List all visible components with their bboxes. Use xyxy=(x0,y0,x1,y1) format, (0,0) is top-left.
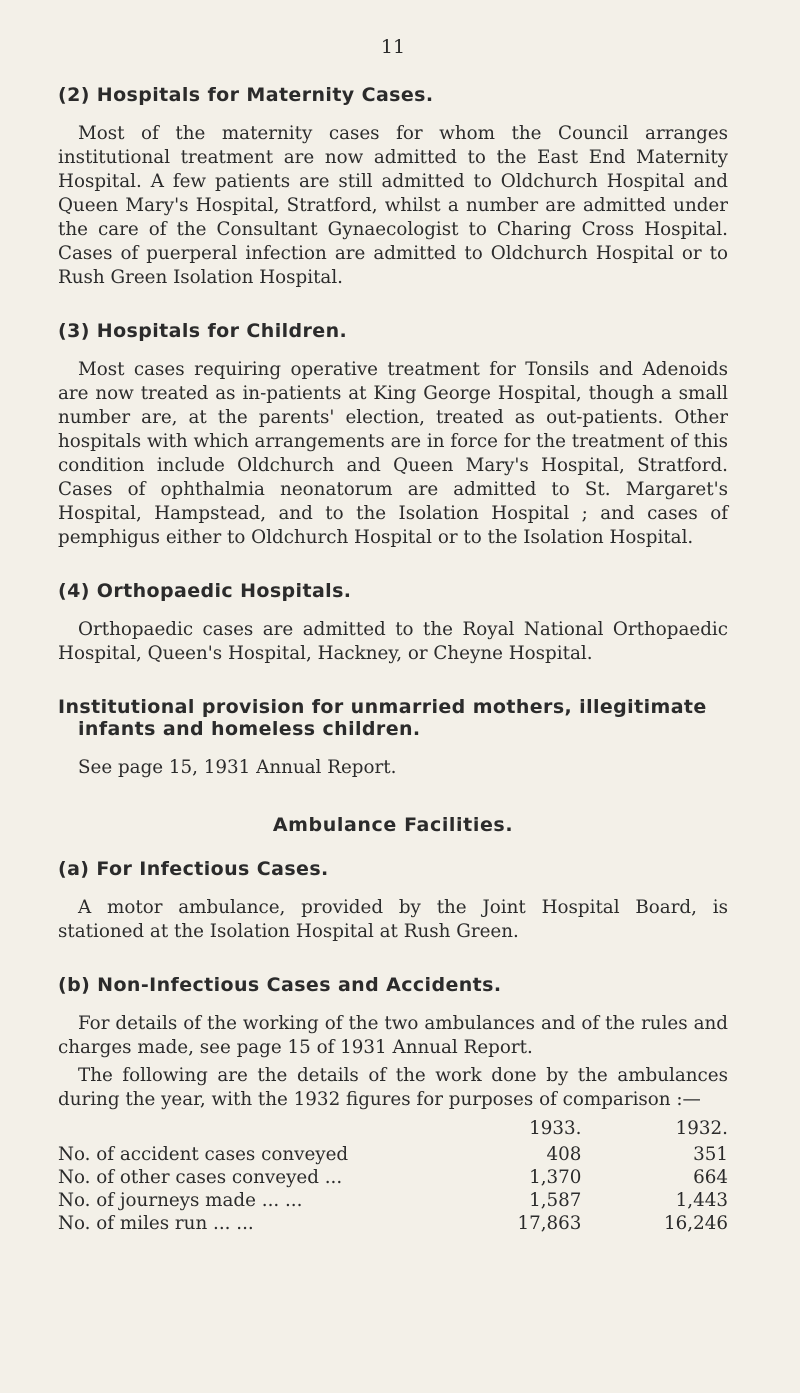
row-value-1933: 1,587 xyxy=(529,1190,582,1211)
page-number: 11 xyxy=(380,36,406,58)
table-row xyxy=(58,1189,728,1212)
ambulance-stats-table xyxy=(58,1118,728,1235)
non-infectious-paragraph-1: For details of the working of the two ambulances and of the rules and charges made, see page 15 of 1931 Annual Report. xyxy=(58,1013,728,1058)
row-value-1933: 1,370 xyxy=(529,1167,582,1188)
table-row xyxy=(58,1143,728,1166)
institutional-paragraph: See page 15, 1931 Annual Report. xyxy=(78,757,397,778)
row-value-1932: 1,443 xyxy=(675,1190,728,1211)
row-value-1932: 664 xyxy=(693,1167,728,1188)
orthopaedic-heading: (4) Orthopaedic Hospitals. xyxy=(58,580,352,602)
row-label: No. of other cases conveyed ... xyxy=(58,1167,343,1188)
non-infectious-heading: (b) Non-Infectious Cases and Accidents. xyxy=(58,974,502,996)
institutional-heading: Institutional provision for unmarried mothers, illegitimate infants and homeless children. xyxy=(58,696,707,740)
infectious-heading: (a) For Infectious Cases. xyxy=(58,858,329,880)
table-header-row xyxy=(58,1118,728,1143)
children-heading: (3) Hospitals for Children. xyxy=(58,320,348,342)
row-value-1932: 16,246 xyxy=(664,1213,728,1234)
table-header-label xyxy=(58,1118,435,1143)
row-value-1932: 351 xyxy=(693,1144,728,1165)
ambulance-heading: Ambulance Facilities. xyxy=(272,814,514,836)
row-value-1933: 17,863 xyxy=(517,1213,582,1234)
table-header-1933: 1933. xyxy=(529,1118,582,1139)
row-label: No. of miles run ... ... xyxy=(58,1213,254,1234)
table-header-1932: 1932. xyxy=(675,1118,728,1139)
maternity-heading: (2) Hospitals for Maternity Cases. xyxy=(58,84,434,106)
row-value-1933: 408 xyxy=(546,1144,582,1165)
document-page xyxy=(58,36,728,1235)
table-row xyxy=(58,1212,728,1235)
children-paragraph: Most cases requiring operative treatment for Tonsils and Adenoids are now treated as in-patients at King George Hospital, though a small number are, at the parents' election, treated as out-patients. Other hospitals with which arrangements are in force for the treatment of this condition include Oldchurch and Queen Mary's Hospital, Stratford. Cases of ophthalmia neonatorum are admitted to St. Margaret's Hospital, Hampstead, and to the Isolation Hospital ; and cases of pemphigus either to Oldchurch Hospital or to the Isolation Hospital. xyxy=(58,359,728,548)
maternity-paragraph: Most of the maternity cases for whom the Council arranges institutional treatment are now admitted to the East End Maternity Hospital. A few patients are still admitted to Oldchurch Hospital and Queen Mary's Hospital, Stratford, whilst a number are admitted under the care of the Consultant Gynaecologist to Charing Cross Hospital. Cases of puerperal infection are admitted to Oldchurch Hospital or to Rush Green Isolation Hospital. xyxy=(58,123,728,288)
infectious-paragraph: A motor ambulance, provided by the Joint Hospital Board, is stationed at the Isolation Hospital at Rush Green. xyxy=(58,897,728,942)
non-infectious-paragraph-2: The following are the details of the work done by the ambulances during the year, with the 1932 figures for purposes of comparison :— xyxy=(58,1065,728,1110)
table-row xyxy=(58,1166,728,1189)
row-label: No. of accident cases conveyed xyxy=(58,1144,349,1165)
row-label: No. of journeys made ... ... xyxy=(58,1190,303,1211)
orthopaedic-paragraph: Orthopaedic cases are admitted to the Royal National Orthopaedic Hospital, Queen's Hospital, Hackney, or Cheyne Hospital. xyxy=(58,619,728,664)
